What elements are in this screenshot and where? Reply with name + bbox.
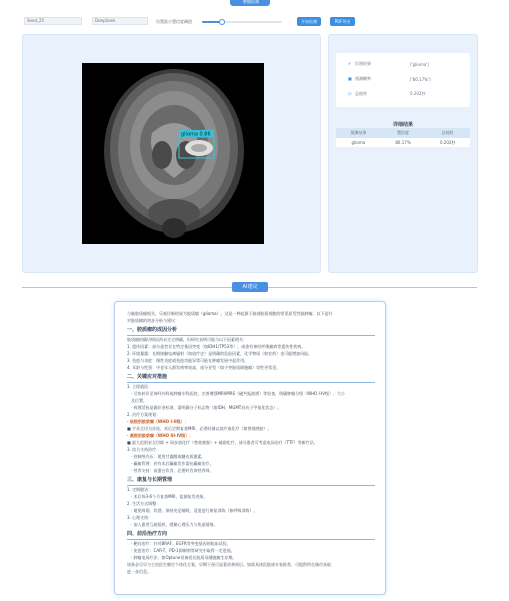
report-line: 2. 环境暴露：长期接触电离辐射（如放疗史）是明确的危险因素，化学物质（如农药）也可能增加风险。 — [127, 351, 313, 356]
info-value: 0.202秒 — [410, 91, 426, 96]
report-line: 1. 定期随访： — [127, 487, 153, 492]
report-line: ■ 手术全切为首选，术后定期复查MRI，必要时辅以放疗或化疗（如替莫唑胺）。 — [127, 426, 272, 431]
slider-label: 设置最小置信度阈值 — [156, 19, 192, 24]
ai-report — [114, 301, 386, 595]
table-row[interactable] — [336, 138, 470, 148]
report-line: · 高级别胶质瘤（WHO III-IV级）： — [127, 433, 194, 438]
detect-button[interactable]: 开始检测 — [297, 17, 321, 26]
report-line: 请务必尽早与主治医生制定个体化方案，早期干预可显著改善预后。如需具体医院或专家推荐，可提供所在城市获取 — [127, 562, 331, 567]
table-cell: glioma — [351, 140, 366, 145]
ai-suggestion-tab[interactable]: AI建议 — [232, 282, 268, 292]
confidence-slider[interactable] — [202, 21, 282, 23]
report-line: · 靶向治疗：针对BRAF、EGFR等突变基因的临床试验。 — [131, 541, 231, 546]
report-line: 3. 综合支持治疗： — [127, 447, 161, 452]
report-line: · 控制颅内压：使用甘露醇或糖皮质激素。 — [131, 454, 206, 459]
detail-table-header — [336, 128, 470, 138]
info-row-time — [348, 91, 468, 97]
mri-image — [82, 63, 264, 244]
report-intro-line: 对胶质瘤的初步分析与建议： — [127, 318, 179, 323]
report-line: 3. 免疫与炎症：慢性炎症或免疫功能异常可能在肿瘤发展中起作用。 — [127, 358, 249, 363]
report-line: · 术后每3-6个月复查MRI，监测复发迹象。 — [131, 494, 208, 499]
col-header: 预测结果 — [350, 130, 367, 135]
info-row-result — [348, 61, 468, 67]
report-line: 1. 遗传因素：部分患者存在特定基因突变（如IDH1/TP53等），或患有神经纤维瘤病等遗传性疾病。 — [127, 344, 306, 349]
report-line: · 肿瘤电场疗法：如Optune设备延长胶质母细胞瘤生存期。 — [131, 555, 237, 560]
toolbar — [24, 16, 354, 28]
info-label: 预测概率 — [355, 76, 371, 81]
report-line: · 加入患者互助组织，缓解心理压力与焦虑情绪。 — [131, 522, 218, 527]
banner-label: 肿瘤检测 — [243, 0, 259, 4]
info-label: 总耗时 — [355, 91, 367, 96]
report-line: · 癫痫管理：若有术后癫痫发作需抗癫痫治疗。 — [131, 461, 214, 466]
detail-title: 详细结果 — [392, 122, 413, 128]
report-line: 1. 立即就医： — [127, 384, 153, 389]
report-section-heading: 二、关键应对措施 — [127, 374, 375, 383]
table-cell: 86.17% — [395, 140, 411, 145]
report-line: · 低级别胶质瘤（WHO I-II级）： — [127, 419, 189, 424]
model-select[interactable]: Seed_25 — [24, 17, 82, 25]
report-line: 2. 治疗方案规划： — [127, 412, 161, 417]
report-line: 4. 年龄与性别：中老年人群发病率较高，部分亚型（如少突胶质细胞瘤）男性更常见。 — [127, 365, 281, 370]
info-value: ['glioma'] — [410, 61, 429, 67]
report-line: 进一步信息。 — [127, 569, 151, 574]
report-content — [127, 310, 375, 575]
report-line: · 病理活检是确诊金标准，需明确分子标志物（如IDH、MGMT启动子甲基化状态）。 — [131, 405, 282, 410]
percent-icon: ■ — [348, 76, 352, 81]
report-line: 3. 心理支持： — [127, 515, 153, 520]
info-value: ['86.17%'] — [410, 76, 431, 82]
info-row-probability — [348, 76, 468, 82]
table-cell: 0.202秒 — [439, 140, 456, 145]
report-section-heading: 三、康复与长期管理 — [127, 477, 375, 486]
llm-select[interactable]: DeepSeek — [92, 17, 148, 25]
export-pdf-button[interactable]: PDF导出 — [330, 17, 355, 26]
clock-icon: ◷ — [348, 91, 352, 96]
info-card — [336, 53, 470, 107]
report-line: · 尽快转诊至神经外科或肿瘤专科医院，完善增强MRI/MRS（磁共振波谱）等检查，明确肿瘤分级（WHO I-IV级）、大小 — [131, 391, 345, 396]
report-line: · 免疫治疗：CAR-T、PD-1抑制剂等研究中取得一定进展。 — [131, 548, 235, 553]
report-line: · 避免吸烟、饮酒，保持充足睡眠，适度进行康复训练（如呼吸训练）。 — [131, 508, 258, 513]
check-icon: ✔ — [348, 61, 352, 66]
col-header: 总耗时 — [441, 130, 454, 135]
report-line: 胶质瘤的确切病因尚未完全明确，但研究表明可能与以下因素相关： — [127, 337, 247, 342]
report-section-heading: 一、胶质瘤的成因分析 — [127, 327, 375, 336]
info-label: 识别结果 — [355, 61, 371, 66]
report-line: · 营养支持：高蛋白饮食，必要时咨询营养师。 — [131, 468, 214, 473]
slider-thumb[interactable] — [219, 19, 225, 25]
report-line: 及位置。 — [131, 398, 147, 403]
detection-label: glioma 0.86 — [181, 131, 211, 138]
col-header: 置信度 — [397, 130, 409, 135]
report-intro-line: 与脑胶质瘤相关，乐观诊断结果为胶质瘤（glioma），这是一种起源于脑部胶质细胞的常见原发性脑肿瘤。以下是针 — [127, 311, 333, 316]
report-line: ■ 最大范围安全切除 + 同步放化疗（替莫唑胺）+ 辅助化疗，部分患者可考虑电场治疗（TTF）等新疗法。 — [127, 440, 318, 445]
report-section-heading: 四、前沿治疗方向 — [127, 531, 375, 540]
report-line: 2. 生活方式调整： — [127, 501, 161, 506]
detail-table — [336, 128, 470, 148]
